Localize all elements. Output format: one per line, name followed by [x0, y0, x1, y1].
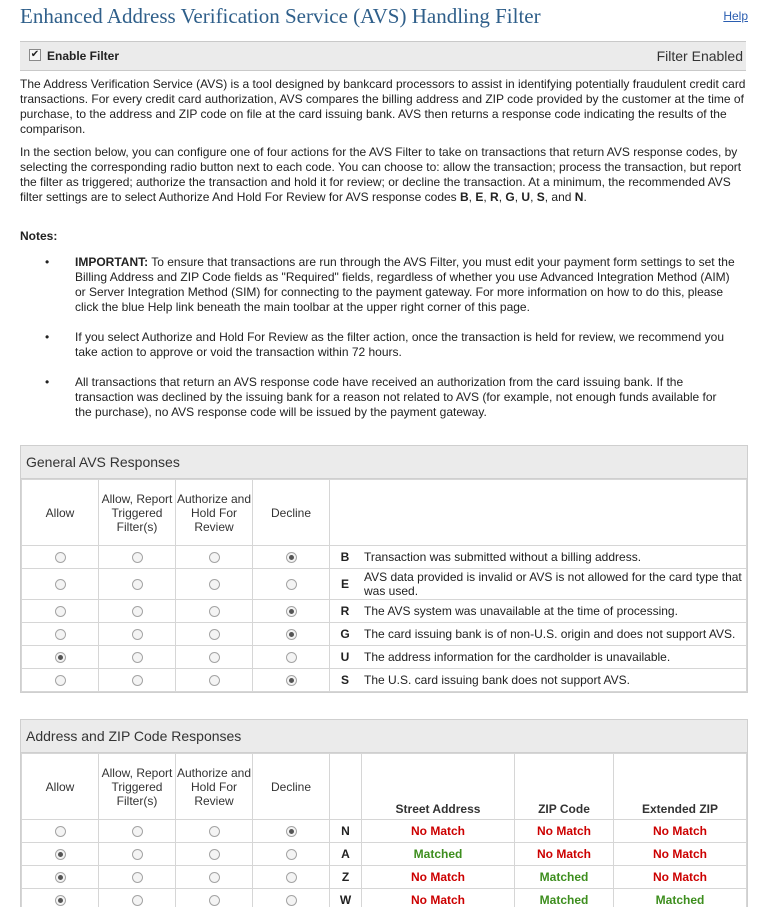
decline-radio[interactable] [286, 606, 297, 617]
address-zip-cell [99, 843, 176, 866]
address-zip-cell [176, 889, 253, 908]
report-radio[interactable] [132, 606, 143, 617]
allow-radio[interactable] [55, 652, 66, 663]
allow-radio[interactable] [55, 579, 66, 590]
general-avs-section [20, 445, 748, 693]
decline-radio[interactable] [286, 652, 297, 663]
report-radio[interactable] [132, 652, 143, 663]
note-text: To ensure that transactions are run through the AVS Filter, you must edit your payment form settings to set the Billing Address and ZIP Code fields as "Required" fields, regardless of whether you use Advanced Integration Method (AIM) or Server Integration Method (SIM) for connecting to the payment gateway. For more information on how to do this, please click the blue Help link beneath the main toolbar at the upper right corner of this page. [75, 255, 735, 314]
col-report: Allow, Report Triggered Filter(s) [99, 480, 176, 546]
avs-description: The U.S. card issuing bank does not support AVS. [360, 669, 747, 692]
address-zip-cell [176, 866, 253, 889]
table-row [22, 546, 747, 569]
code-u: U [521, 190, 531, 204]
col-hold: Authorize and Hold For Review [176, 480, 253, 546]
report-radio[interactable] [132, 675, 143, 686]
avs-code: G [330, 623, 361, 646]
hold-radio[interactable] [209, 579, 220, 590]
code-g: G [505, 190, 515, 204]
general-cell [22, 623, 99, 646]
decline-radio[interactable] [286, 849, 297, 860]
col-extended-zip: Extended ZIP [614, 754, 747, 820]
decline-radio[interactable] [286, 579, 297, 590]
intro-paragraph-2-text: In the section below, you can configure one of four actions for the AVS Filter to take on transactions that return AVS response codes, by selecting the corresponding radio button next to each code. You can choose to: allow the transaction; process the transaction, but report the filter as triggered; authorize the transaction and hold it for review; or decline the transaction. At a minimum, the recommended AVS filter settings are to select Authorize And Hold For Review for AVS response codes [20, 145, 742, 204]
address-zip-cell [253, 820, 330, 843]
address-zip-section [20, 719, 748, 907]
code-b: B [460, 190, 469, 204]
report-radio[interactable] [132, 849, 143, 860]
ext-match-status: Matched [614, 889, 747, 908]
report-radio[interactable] [132, 629, 143, 640]
avs-description: The AVS system was unavailable at the time of processing. [360, 600, 747, 623]
intro-paragraph-1: The Address Verification Service (AVS) is a tool designed by bankcard processors to assist in identifying potentially fraudulent credit card transactions. For every credit card authorization, AVS compares the billing address and ZIP code provided by the customer at the time of purchase, to the address and ZIP code on file at the card issuing bank. AVS then returns a response code indicating the results of the comparison. [20, 77, 746, 136]
general-cell [99, 569, 176, 600]
street-match-status: No Match [362, 889, 515, 908]
avs-code: A [330, 843, 362, 866]
filter-bar [20, 41, 746, 71]
avs-code: N [330, 820, 362, 843]
hold-radio[interactable] [209, 552, 220, 563]
hold-radio[interactable] [209, 606, 220, 617]
avs-code: R [330, 600, 361, 623]
note-item: All transactions that return an AVS response code have received an authorization from the card issuing bank. If the transaction was declined by the issuing bank for a reason not related to AVS (for example, not enough funds available for the purchase), no AVS response code will be issued by the payment gateway. [75, 375, 717, 419]
allow-radio[interactable] [55, 895, 66, 906]
enable-filter-checkbox[interactable]: ✔ [30, 49, 40, 60]
table-row [22, 889, 747, 908]
decline-radio[interactable] [286, 629, 297, 640]
address-zip-cell [99, 889, 176, 908]
note-item [75, 255, 735, 315]
hold-radio[interactable] [209, 629, 220, 640]
col-decline: Decline [253, 754, 330, 820]
avs-description: The card issuing bank is of non-U.S. origin and does not support AVS. [360, 623, 747, 646]
address-zip-cell [253, 889, 330, 908]
general-avs-title: General AVS Responses [21, 446, 747, 479]
table-row [22, 646, 747, 669]
general-cell [176, 546, 253, 569]
general-cell [99, 623, 176, 646]
general-avs-table [21, 479, 747, 692]
avs-code: S [330, 669, 361, 692]
table-row [22, 843, 747, 866]
report-radio[interactable] [132, 826, 143, 837]
col-zip: ZIP Code [515, 754, 614, 820]
general-cell [253, 623, 330, 646]
general-cell [22, 546, 99, 569]
zip-match-status: No Match [515, 820, 614, 843]
avs-description: Transaction was submitted without a billing address. [360, 546, 747, 569]
general-cell [176, 646, 253, 669]
decline-radio[interactable] [286, 872, 297, 883]
page-title: Enhanced Address Verification Service (AVS) Handling Filter [20, 4, 541, 28]
address-zip-cell [22, 889, 99, 908]
street-match-status: No Match [362, 866, 515, 889]
address-zip-cell [253, 866, 330, 889]
avs-code: E [330, 569, 361, 600]
address-zip-title: Address and ZIP Code Responses [21, 720, 747, 753]
bullet-icon: • [45, 255, 50, 269]
decline-radio[interactable] [286, 552, 297, 563]
avs-code: B [330, 546, 361, 569]
address-zip-cell [99, 866, 176, 889]
hold-radio[interactable] [209, 675, 220, 686]
general-cell [22, 600, 99, 623]
col-description [330, 480, 747, 546]
avs-code: W [330, 889, 362, 908]
general-cell [22, 569, 99, 600]
hold-radio[interactable] [209, 652, 220, 663]
general-cell [99, 546, 176, 569]
street-match-status: No Match [362, 820, 515, 843]
allow-radio[interactable] [55, 826, 66, 837]
allow-radio[interactable] [55, 675, 66, 686]
note-important: IMPORTANT: [75, 255, 149, 269]
decline-radio[interactable] [286, 675, 297, 686]
table-row [22, 820, 747, 843]
hold-radio[interactable] [209, 872, 220, 883]
general-cell [253, 569, 330, 600]
table-row [22, 669, 747, 692]
bullet-icon: • [45, 375, 50, 389]
col-allow: Allow [22, 754, 99, 820]
general-cell [176, 600, 253, 623]
allow-radio[interactable] [55, 606, 66, 617]
general-cell [253, 600, 330, 623]
address-zip-cell [22, 866, 99, 889]
code-e: E [475, 190, 484, 204]
general-cell [253, 546, 330, 569]
general-cell [176, 623, 253, 646]
address-zip-cell [176, 843, 253, 866]
general-cell [99, 646, 176, 669]
avs-code: U [330, 646, 361, 669]
report-radio[interactable] [132, 579, 143, 590]
report-radio[interactable] [132, 895, 143, 906]
hold-radio[interactable] [209, 895, 220, 906]
address-zip-cell [253, 843, 330, 866]
avs-description: AVS data provided is invalid or AVS is not allowed for the card type that was used. [360, 569, 747, 600]
address-zip-cell [22, 820, 99, 843]
zip-match-status: Matched [515, 866, 614, 889]
general-cell [99, 600, 176, 623]
table-row [22, 866, 747, 889]
general-cell [253, 646, 330, 669]
avs-description: The address information for the cardholder is unavailable. [360, 646, 747, 669]
ext-match-status: No Match [614, 820, 747, 843]
address-zip-cell [176, 820, 253, 843]
help-link[interactable]: Help [723, 9, 748, 23]
allow-radio[interactable] [55, 552, 66, 563]
hold-radio[interactable] [209, 826, 220, 837]
col-street: Street Address [362, 754, 515, 820]
general-cell [176, 569, 253, 600]
notes-title: Notes: [20, 229, 58, 243]
code-r: R [490, 190, 499, 204]
note-item: If you select Authorize and Hold For Review as the filter action, once the transaction is held for review, we recommend you take action to approve or void the transaction within 72 hours. [75, 330, 724, 359]
table-row [22, 569, 747, 600]
table-row [22, 600, 747, 623]
decline-radio[interactable] [286, 895, 297, 906]
code-s: S [536, 190, 545, 204]
col-hold: Authorize and Hold For Review [176, 754, 253, 820]
general-cell [253, 669, 330, 692]
decline-radio[interactable] [286, 826, 297, 837]
col-allow: Allow [22, 480, 99, 546]
general-cell [22, 646, 99, 669]
avs-code: Z [330, 866, 362, 889]
intro-paragraph-2: In the section below, you can configure one of four actions for the AVS Filter to take on transactions that return AVS response codes, by selecting the corresponding radio button next to each code. You can choose to: allow the transaction; process the transaction, but report the filter as triggered; authorize the transaction and hold it for review; or decline the transaction. At a minimum, the recommended AVS filter settings are to select Authorize And Hold For Review for AVS response codes B, E, R, G, U, S, and N. [20, 145, 742, 204]
address-zip-cell [99, 820, 176, 843]
report-radio[interactable] [132, 872, 143, 883]
general-cell [99, 669, 176, 692]
ext-match-status: No Match [614, 866, 747, 889]
col-decline: Decline [253, 480, 330, 546]
report-radio[interactable] [132, 552, 143, 563]
allow-radio[interactable] [55, 629, 66, 640]
address-zip-table [21, 753, 747, 907]
address-zip-cell [22, 843, 99, 866]
zip-match-status: Matched [515, 889, 614, 908]
allow-radio[interactable] [55, 849, 66, 860]
zip-match-status: No Match [515, 843, 614, 866]
allow-radio[interactable] [55, 872, 66, 883]
col-code [330, 754, 362, 820]
code-n: N [574, 190, 584, 204]
enable-filter-label: Enable Filter [47, 49, 120, 63]
hold-radio[interactable] [209, 849, 220, 860]
intro-and: and [551, 190, 572, 204]
filter-status: Filter Enabled [656, 48, 743, 64]
general-cell [176, 669, 253, 692]
street-match-status: Matched [362, 843, 515, 866]
col-report: Allow, Report Triggered Filter(s) [99, 754, 176, 820]
bullet-icon: • [45, 330, 50, 344]
ext-match-status: No Match [614, 843, 747, 866]
table-row [22, 623, 747, 646]
general-cell [22, 669, 99, 692]
